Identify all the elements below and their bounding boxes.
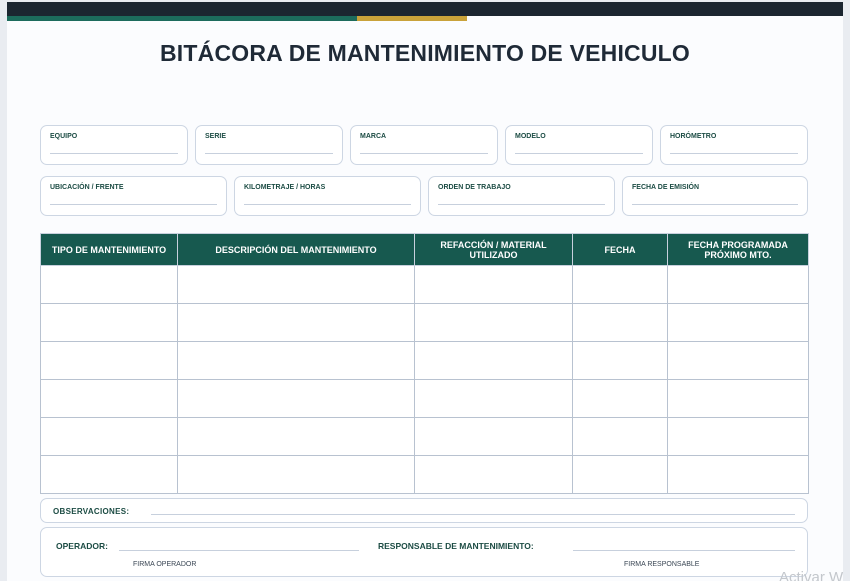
field-line-orden-trabajo[interactable] [438,204,605,205]
accent-stripe-green [7,16,357,21]
observations-label: OBSERVACIONES: [53,507,130,516]
table-cell[interactable] [573,456,668,494]
field-marca[interactable] [350,125,498,165]
table-cell[interactable] [41,380,178,418]
table-row [41,380,809,418]
field-line-ubicacion[interactable] [50,204,217,205]
operator-signature-line[interactable] [119,550,359,551]
table-cell[interactable] [178,418,415,456]
col-header-tipo: TIPO DE MANTENIMIENTO [41,234,178,266]
field-label-equipo: EQUIPO [50,133,78,140]
table-cell[interactable] [41,456,178,494]
field-label-modelo: MODELO [515,133,546,140]
col-header-descripcion: DESCRIPCIÓN DEL MANTENIMIENTO [178,234,415,266]
table-cell[interactable] [178,456,415,494]
table-row [41,342,809,380]
field-orden-trabajo[interactable] [428,176,615,216]
table-cell[interactable] [415,418,573,456]
table-cell[interactable] [668,266,809,304]
field-line-marca[interactable] [360,153,488,154]
field-label-orden-trabajo: ORDEN DE TRABAJO [438,184,511,191]
accent-stripe-gold [357,16,467,21]
field-label-ubicacion: UBICACIÓN / FRENTE [50,184,124,191]
table-row [41,418,809,456]
table-cell[interactable] [668,380,809,418]
table-cell[interactable] [415,266,573,304]
field-line-modelo[interactable] [515,153,643,154]
table-cell[interactable] [41,266,178,304]
field-line-fecha-emision[interactable] [632,204,798,205]
field-serie[interactable] [195,125,343,165]
table-cell[interactable] [573,266,668,304]
field-line-serie[interactable] [205,153,333,154]
table-row [41,266,809,304]
field-label-fecha-emision: FECHA DE EMISIÓN [632,184,700,191]
maintenance-table [40,233,809,494]
col-header-refaccion: REFACCIÓN / MATERIAL UTILIZADO [415,234,573,266]
table-cell[interactable] [41,342,178,380]
page-title: BITÁCORA DE MANTENIMIENTO DE VEHICULO [159,40,691,66]
field-equipo[interactable] [40,125,188,165]
field-line-horometro[interactable] [670,153,798,154]
table-cell[interactable] [178,342,415,380]
operator-label: OPERADOR: [56,541,108,551]
table-row [41,456,809,494]
table-cell[interactable] [573,418,668,456]
field-label-kilometraje: KILOMETRAJE / HORAS [244,184,326,191]
table-cell[interactable] [668,418,809,456]
responsible-label: RESPONSABLE DE MANTENIMIENTO: [378,541,534,551]
operator-caption: FIRMA OPERADOR [133,561,197,568]
field-ubicacion[interactable] [40,176,227,216]
field-modelo[interactable] [505,125,653,165]
field-line-equipo[interactable] [50,153,178,154]
logbook-sheet [7,2,843,581]
table-cell[interactable] [178,304,415,342]
table-row [41,304,809,342]
table-cell[interactable] [668,456,809,494]
field-horometro[interactable] [660,125,808,165]
field-label-serie: SERIE [205,133,227,140]
table-header-row [41,234,809,266]
table-cell[interactable] [415,380,573,418]
responsible-caption: FIRMA RESPONSABLE [624,561,700,568]
table-cell[interactable] [415,304,573,342]
signatures-box [40,527,808,577]
field-fecha-emision[interactable] [622,176,808,216]
table-cell[interactable] [668,304,809,342]
table-cell[interactable] [573,304,668,342]
top-bar [7,2,843,16]
table-cell[interactable] [415,456,573,494]
field-line-kilometraje[interactable] [244,204,411,205]
table-cell[interactable] [668,342,809,380]
table-cell[interactable] [41,418,178,456]
table-cell[interactable] [573,380,668,418]
observations-line[interactable] [151,514,795,515]
responsible-signature-line[interactable] [573,550,795,551]
table-cell[interactable] [573,342,668,380]
activation-watermark: Activar W [779,569,844,581]
field-label-marca: MARCA [360,133,387,140]
table-cell[interactable] [415,342,573,380]
col-header-fecha: FECHA [573,234,668,266]
observations-box[interactable] [40,498,808,523]
field-kilometraje[interactable] [234,176,421,216]
table-cell[interactable] [178,380,415,418]
table-cell[interactable] [41,304,178,342]
field-label-horometro: HORÓMETRO [670,133,717,140]
table-cell[interactable] [178,266,415,304]
col-header-proximo: FECHA PROGRAMADA PRÓXIMO MTO. [668,234,809,266]
